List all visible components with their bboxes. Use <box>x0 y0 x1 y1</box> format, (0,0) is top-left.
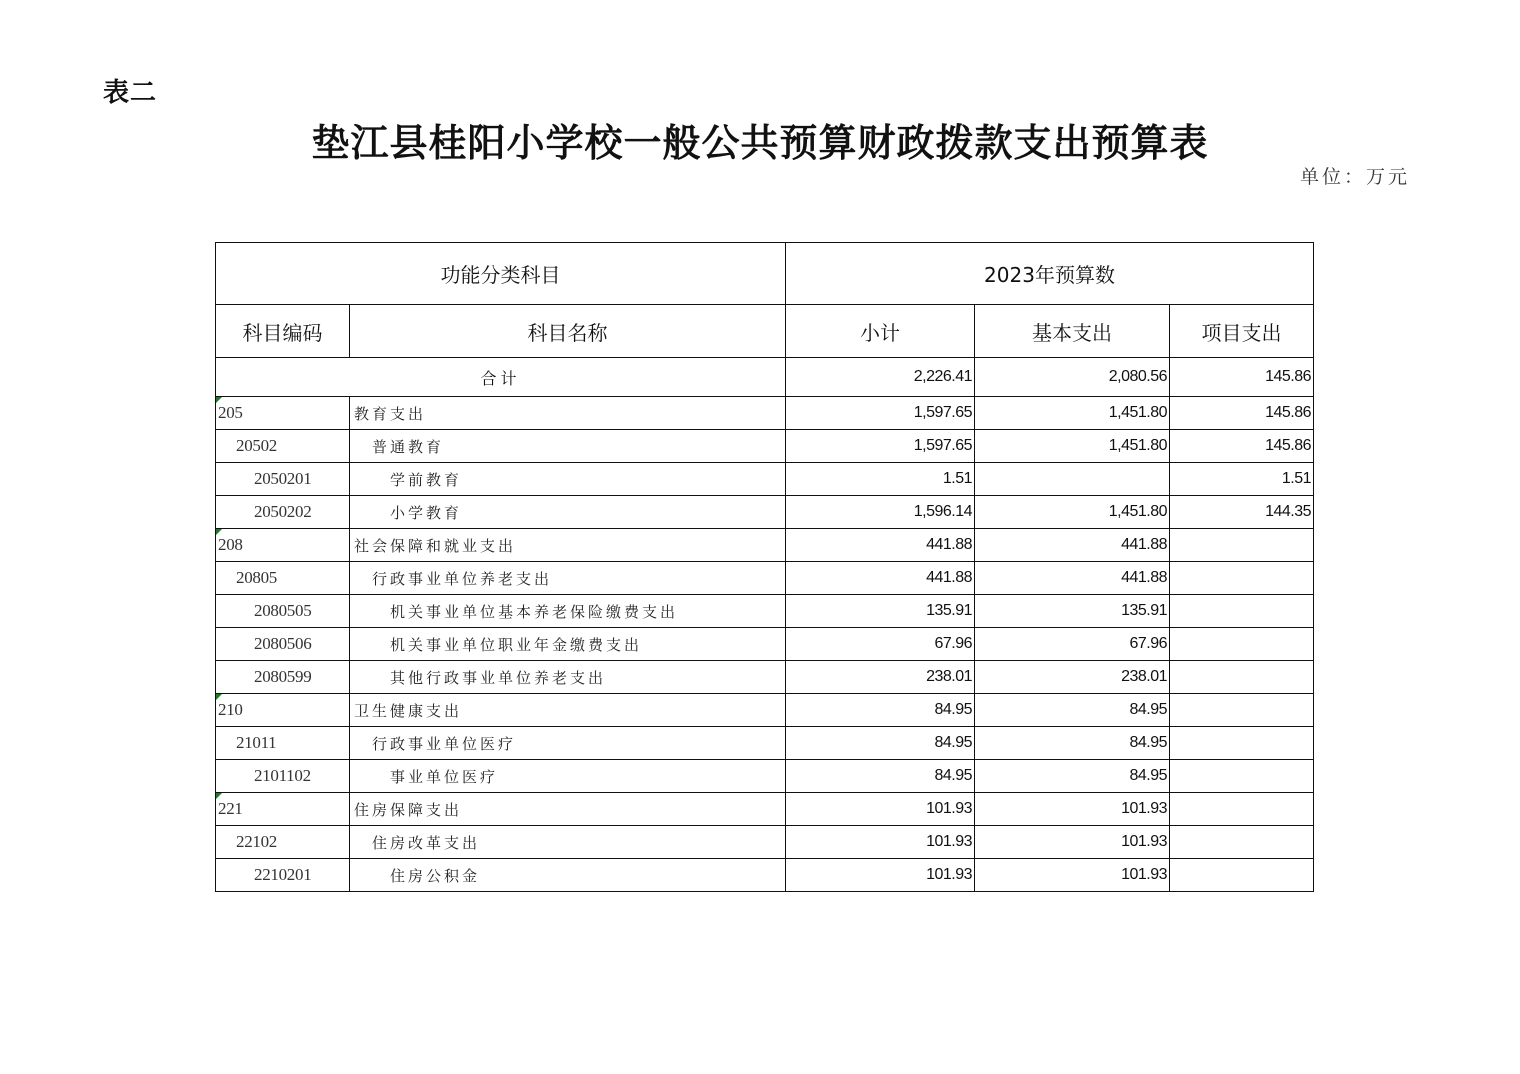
table-row <box>216 727 1314 760</box>
row-subtotal: 238.01 <box>786 661 975 694</box>
row-code-text: 20502 <box>236 436 278 455</box>
header-name: 科目名称 <box>350 305 786 358</box>
row-project <box>1170 727 1314 760</box>
row-code-text: 21011 <box>236 733 277 752</box>
row-basic: 135.91 <box>975 595 1170 628</box>
table-row <box>216 562 1314 595</box>
row-name: 普通教育 <box>350 430 786 463</box>
table-row <box>216 595 1314 628</box>
row-subtotal: 84.95 <box>786 727 975 760</box>
row-subtotal: 84.95 <box>786 760 975 793</box>
row-code-text: 221 <box>218 799 243 818</box>
row-code-text: 2080505 <box>254 601 312 620</box>
row-code-text: 2080506 <box>254 634 312 653</box>
header-row-columns <box>216 305 1314 358</box>
row-subtotal: 101.93 <box>786 793 975 826</box>
row-project: 144.35 <box>1170 496 1314 529</box>
row-basic: 238.01 <box>975 661 1170 694</box>
cell-marker-icon <box>216 694 222 700</box>
row-subtotal: 84.95 <box>786 694 975 727</box>
table-row <box>216 628 1314 661</box>
row-name: 机关事业单位基本养老保险缴费支出 <box>350 595 786 628</box>
table-row <box>216 826 1314 859</box>
row-subtotal: 101.93 <box>786 826 975 859</box>
row-code-text: 208 <box>218 535 243 554</box>
row-code <box>216 562 350 595</box>
row-code <box>216 793 350 826</box>
row-project: 145.86 <box>1170 430 1314 463</box>
row-code-text: 210 <box>218 700 243 719</box>
row-basic: 1,451.80 <box>975 430 1170 463</box>
row-code <box>216 463 350 496</box>
row-code-text: 2210201 <box>254 865 312 884</box>
cell-marker-icon <box>216 529 222 535</box>
row-basic: 84.95 <box>975 694 1170 727</box>
header-row-group <box>216 243 1314 305</box>
row-project <box>1170 826 1314 859</box>
row-name: 行政事业单位养老支出 <box>350 562 786 595</box>
row-name: 社会保障和就业支出 <box>350 529 786 562</box>
row-code-text: 22102 <box>236 832 278 851</box>
row-project <box>1170 628 1314 661</box>
row-name: 其他行政事业单位养老支出 <box>350 661 786 694</box>
row-code <box>216 661 350 694</box>
header-project: 项目支出 <box>1170 305 1314 358</box>
row-project <box>1170 793 1314 826</box>
row-subtotal: 135.91 <box>786 595 975 628</box>
row-code-text: 2080599 <box>254 667 312 686</box>
table-row <box>216 859 1314 892</box>
row-subtotal: 101.93 <box>786 859 975 892</box>
row-project: 1.51 <box>1170 463 1314 496</box>
row-basic: 441.88 <box>975 562 1170 595</box>
row-code <box>216 727 350 760</box>
row-subtotal: 67.96 <box>786 628 975 661</box>
row-code <box>216 826 350 859</box>
header-functional-classification: 功能分类科目 <box>216 243 786 305</box>
row-code <box>216 628 350 661</box>
table-row <box>216 694 1314 727</box>
row-project <box>1170 529 1314 562</box>
row-code-text: 2101102 <box>254 766 311 785</box>
table-label: 表二 <box>103 78 158 108</box>
total-row <box>216 358 1314 397</box>
table-row <box>216 760 1314 793</box>
row-name: 住房改革支出 <box>350 826 786 859</box>
row-project <box>1170 595 1314 628</box>
row-code <box>216 859 350 892</box>
row-basic: 441.88 <box>975 529 1170 562</box>
row-code <box>216 694 350 727</box>
header-code: 科目编码 <box>216 305 350 358</box>
table-row <box>216 793 1314 826</box>
row-name: 小学教育 <box>350 496 786 529</box>
cell-marker-icon <box>216 397 222 403</box>
row-basic: 101.93 <box>975 826 1170 859</box>
total-label: 合计 <box>216 358 786 397</box>
table-row <box>216 661 1314 694</box>
row-name: 行政事业单位医疗 <box>350 727 786 760</box>
table-row <box>216 430 1314 463</box>
row-subtotal: 441.88 <box>786 562 975 595</box>
row-name: 住房保障支出 <box>350 793 786 826</box>
row-project <box>1170 859 1314 892</box>
row-code <box>216 397 350 430</box>
total-project: 145.86 <box>1170 358 1314 397</box>
row-basic: 84.95 <box>975 727 1170 760</box>
row-name: 卫生健康支出 <box>350 694 786 727</box>
row-subtotal: 441.88 <box>786 529 975 562</box>
row-basic: 101.93 <box>975 793 1170 826</box>
row-project <box>1170 661 1314 694</box>
row-code-text: 2050202 <box>254 502 312 521</box>
row-project <box>1170 694 1314 727</box>
row-code <box>216 430 350 463</box>
row-basic: 67.96 <box>975 628 1170 661</box>
row-subtotal: 1.51 <box>786 463 975 496</box>
row-project <box>1170 760 1314 793</box>
row-basic: 101.93 <box>975 859 1170 892</box>
total-subtotal: 2,226.41 <box>786 358 975 397</box>
row-code-text: 20805 <box>236 568 278 587</box>
row-basic: 1,451.80 <box>975 496 1170 529</box>
row-code <box>216 760 350 793</box>
header-subtotal: 小计 <box>786 305 975 358</box>
table-row <box>216 397 1314 430</box>
budget-table <box>215 242 1314 892</box>
row-name: 事业单位医疗 <box>350 760 786 793</box>
row-subtotal: 1,597.65 <box>786 430 975 463</box>
row-project <box>1170 562 1314 595</box>
row-code <box>216 529 350 562</box>
row-name: 学前教育 <box>350 463 786 496</box>
row-basic: 84.95 <box>975 760 1170 793</box>
row-code <box>216 496 350 529</box>
total-basic: 2,080.56 <box>975 358 1170 397</box>
table-row <box>216 496 1314 529</box>
table-row <box>216 463 1314 496</box>
row-name: 机关事业单位职业年金缴费支出 <box>350 628 786 661</box>
row-subtotal: 1,597.65 <box>786 397 975 430</box>
document-title: 垫江县桂阳小学校一般公共预算财政拨款支出预算表 <box>311 120 1209 165</box>
row-basic <box>975 463 1170 496</box>
table-row <box>216 529 1314 562</box>
row-subtotal: 1,596.14 <box>786 496 975 529</box>
unit-label: 单位：万元 <box>1299 166 1410 188</box>
cell-marker-icon <box>216 793 222 799</box>
row-project: 145.86 <box>1170 397 1314 430</box>
header-basic: 基本支出 <box>975 305 1170 358</box>
row-code-text: 2050201 <box>254 469 312 488</box>
row-code <box>216 595 350 628</box>
header-budget-year: 2023年预算数 <box>786 243 1314 305</box>
row-name: 住房公积金 <box>350 859 786 892</box>
row-basic: 1,451.80 <box>975 397 1170 430</box>
row-name: 教育支出 <box>350 397 786 430</box>
row-code-text: 205 <box>218 403 243 422</box>
